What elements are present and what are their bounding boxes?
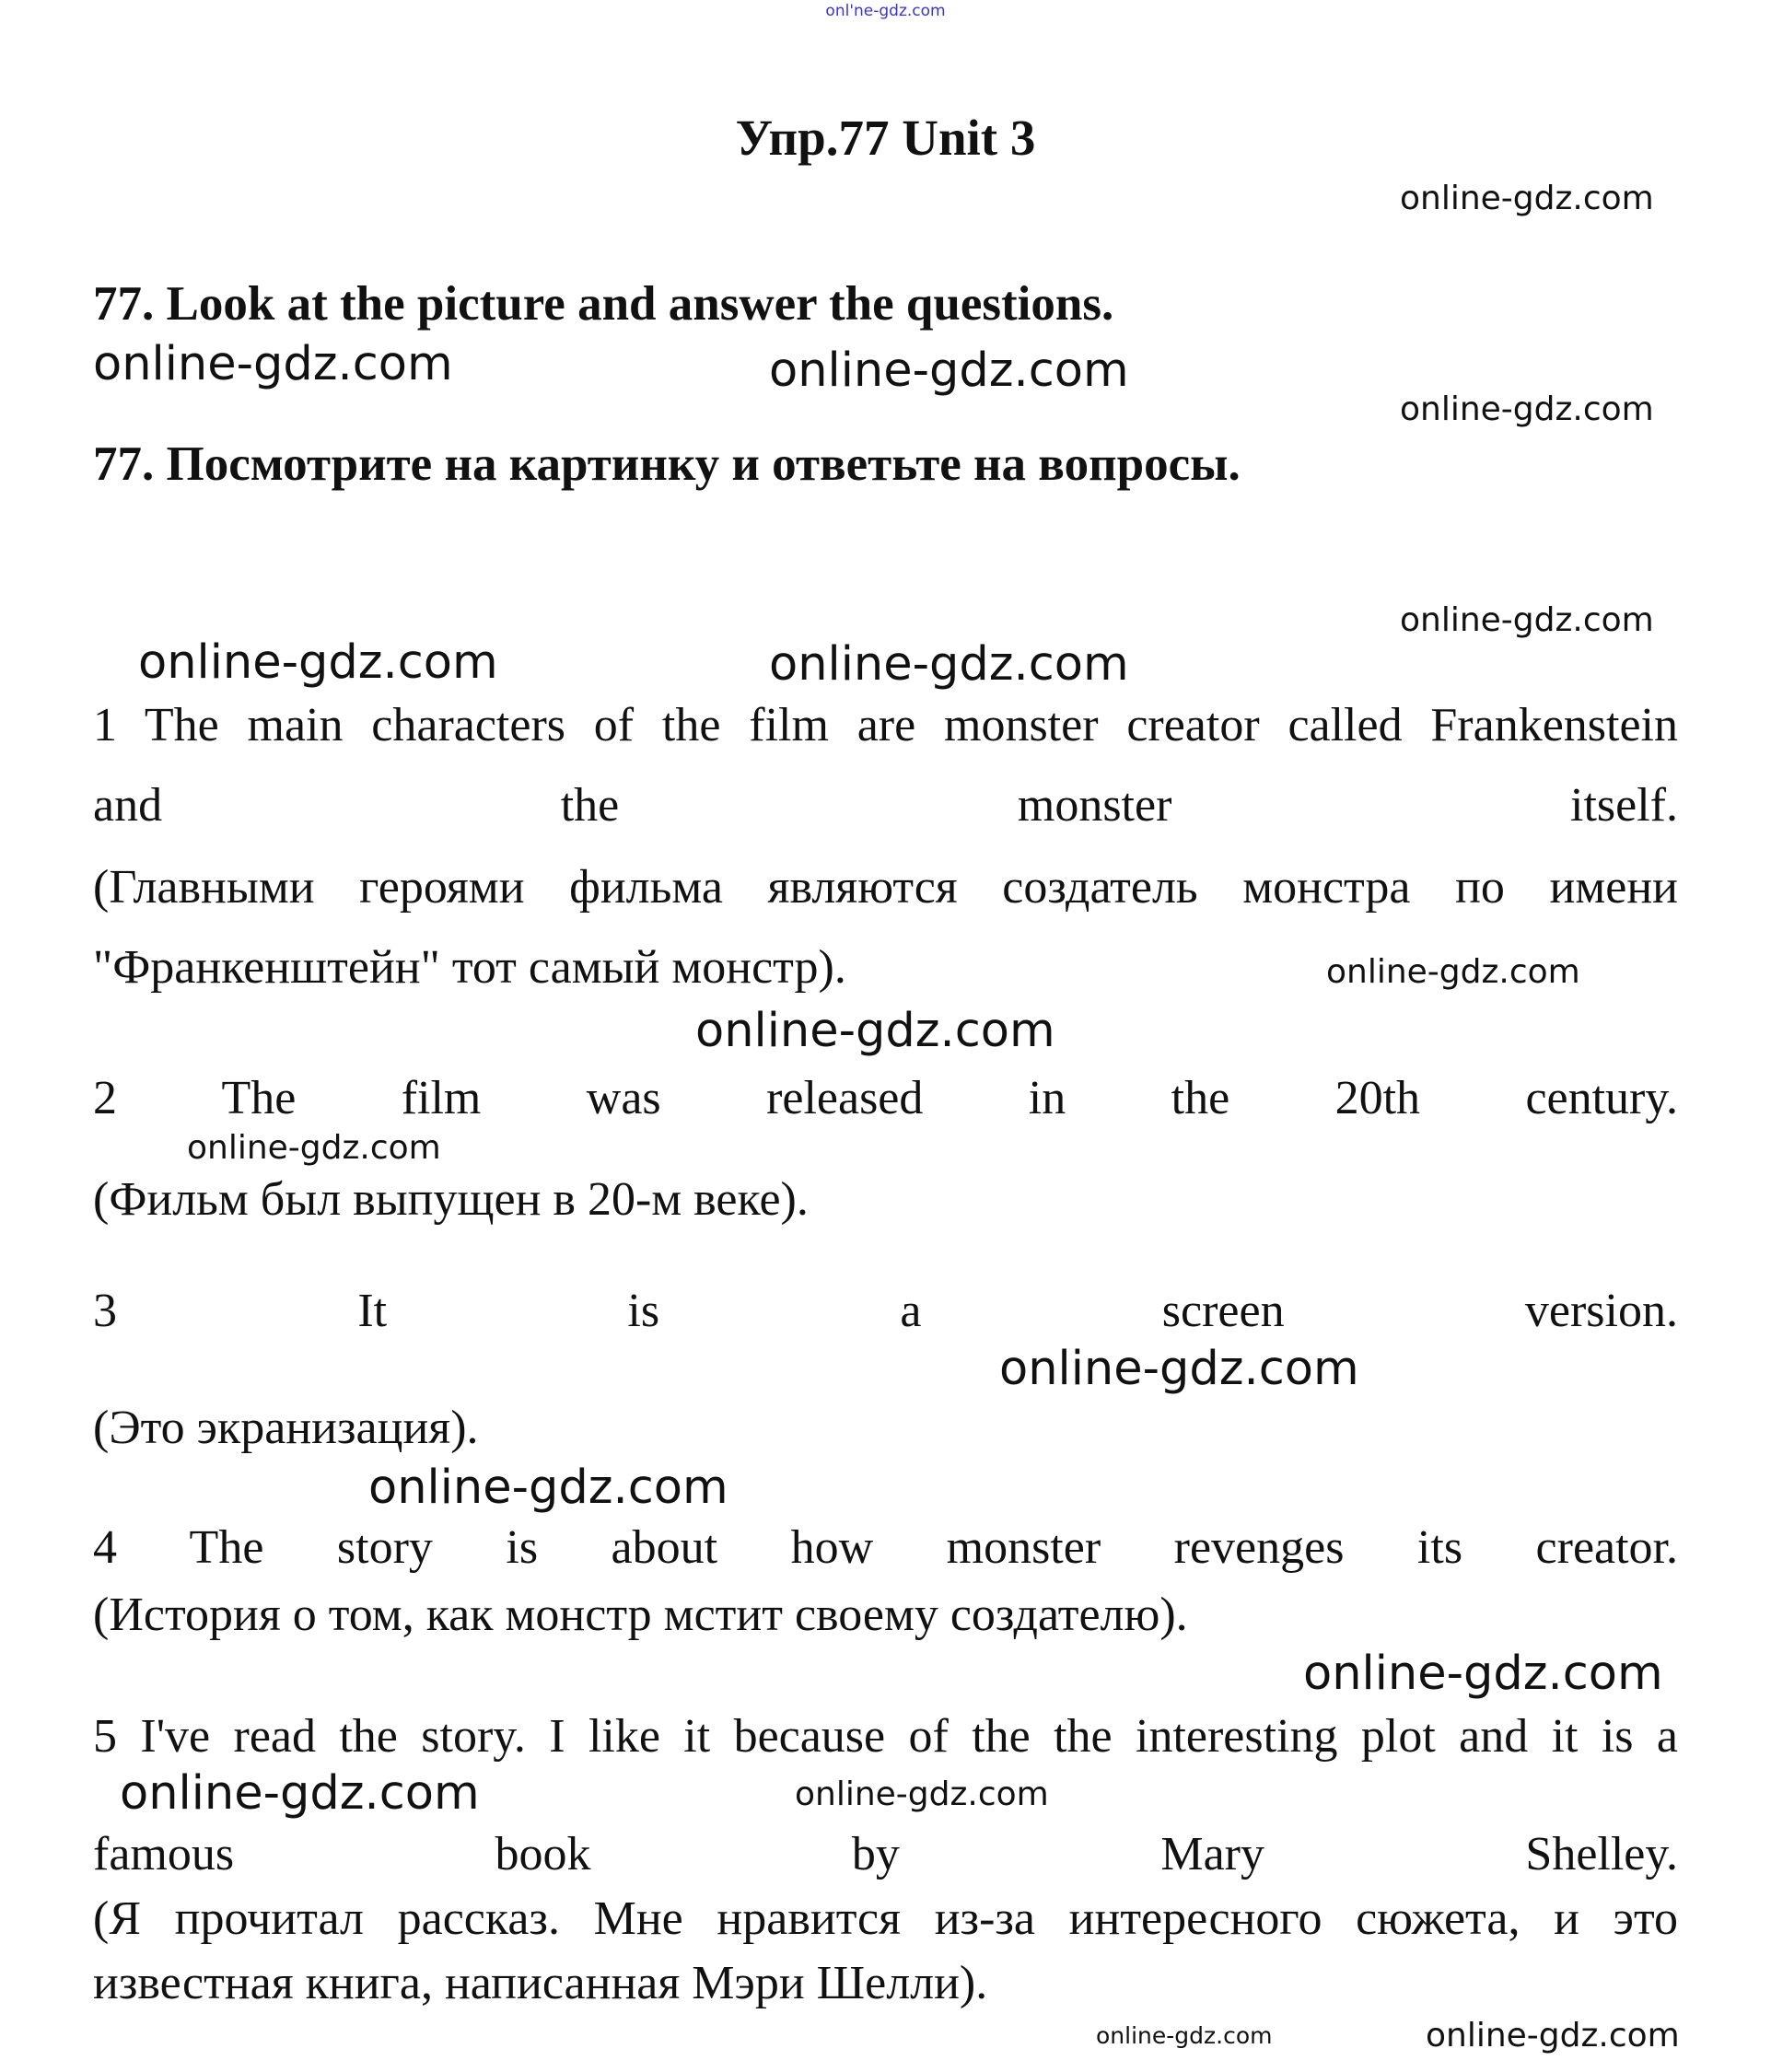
answer-line: 3 It is a screen version. (93, 1285, 1678, 1337)
watermark: online-gdz.com (93, 337, 453, 391)
answer-line: 4 The story is about how monster revenges its creator. (93, 1521, 1678, 1574)
watermark: online-gdz.com (1426, 2017, 1680, 2055)
watermark: online-gdz.com (138, 635, 498, 690)
watermark: online-gdz.com (769, 637, 1129, 692)
answer-line: famous book by Mary Shelley. (93, 1828, 1678, 1880)
watermark: online-gdz.com (120, 1766, 480, 1821)
watermark: online-gdz.com (1096, 2022, 1273, 2049)
watermark: online-gdz.com (187, 1129, 441, 1167)
translation-line: (Фильм был выпущен в 20-м веке). (93, 1173, 809, 1226)
answer-line: 5 I've read the story. I like it because of the the interesting plot and it is a (93, 1710, 1678, 1763)
answer-line: 2 The film was released in the 20th century. (93, 1072, 1678, 1124)
watermark: online-gdz.com (795, 1775, 1049, 1813)
watermark: online-gdz.com (1400, 180, 1654, 217)
translation-line: (История о том, как монстр мстит своему создателю). (93, 1589, 1188, 1641)
watermark: online-gdz.com (1400, 390, 1654, 428)
watermark: online-gdz.com (695, 1004, 1055, 1058)
watermark: online-gdz.com (769, 343, 1129, 398)
watermark: online-gdz.com (1400, 601, 1654, 639)
task-heading-ru: 77. Посмотрите на картинку и ответьте на вопросы. (93, 437, 1241, 491)
watermark: online-gdz.com (1303, 1647, 1663, 1701)
answer-line: 1 The main characters of the film are monster creator called Frankenstein (93, 699, 1678, 751)
translation-line: (Это экранизация). (93, 1402, 479, 1454)
translation-line: "Франкенштейн" тот самый монстр). (93, 941, 846, 994)
watermark: online-gdz.com (1326, 953, 1580, 991)
translation-line: известная книга, написанная Мэри Шелли). (93, 1957, 988, 2009)
task-heading-en: 77. Look at the picture and answer the questions. (93, 277, 1114, 331)
top-watermark: onl'ne-gdz.com (825, 2, 946, 20)
page-title: Упр.77 Unit 3 (735, 110, 1036, 166)
answer-line: and the monster itself. (93, 779, 1678, 832)
watermark: online-gdz.com (999, 1342, 1359, 1396)
watermark: online-gdz.com (368, 1461, 728, 1515)
translation-line: (Главными героями фильма являются создатель монстра по имени (93, 861, 1678, 914)
translation-line: (Я прочитал рассказ. Мне нравится из-за интересного сюжета, и это (93, 1892, 1678, 1945)
